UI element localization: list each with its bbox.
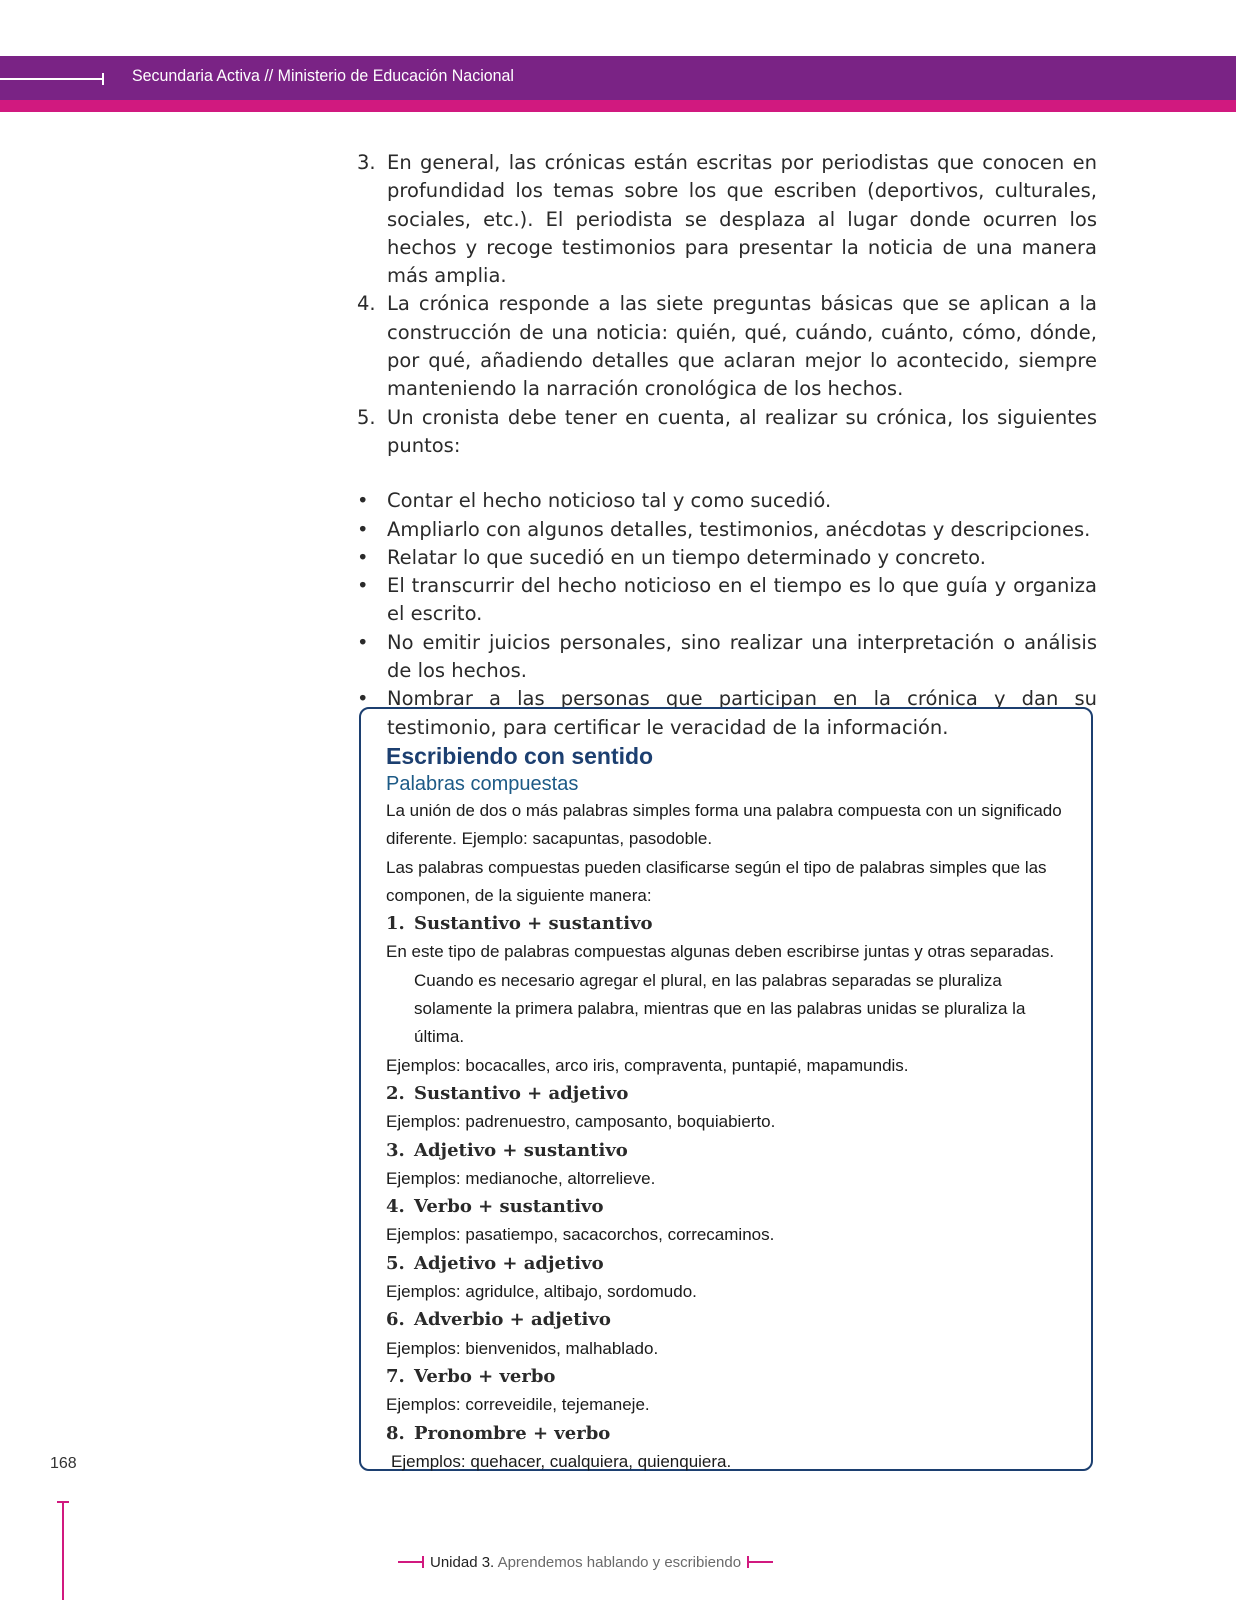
section-note: En este tipo de palabras compuestas algunas deben escribirse juntas y otras separadas. (386, 942, 1055, 962)
bullet-item: • Relatar lo que sucedió en un tiempo determinado y concreto. (357, 544, 1097, 572)
footer-rule-left (398, 1561, 422, 1563)
bullet-item: • No emitir juicios personales, sino realizar una interpretación o análisis de los hechos. (357, 630, 1097, 683)
bullet-icon: • (357, 545, 369, 569)
list-item: 3. En general, las crónicas están escritas por periodistas que conocen en profundidad los temas sobre los que escriben (deportivos, culturales, sociales, etc.). El periodista se desplaza al lugar donde ocurren los hechos y recoge testimonios para presentar la noticia de una manera más amplia. (357, 151, 1097, 288)
section-note: Cuando es necesario agregar el plural, en las palabras separadas se pluraliza solamente la primera palabra, mientras que en las palabras unidas se pluraliza la última. (414, 970, 1026, 1047)
section-heading: 8. Pronombre + verbo (386, 1422, 611, 1444)
box-intro: Las palabras compuestas pueden clasificarse según el tipo de palabras simples que las componen, de la siguiente manera: (386, 857, 1047, 905)
section-example: Ejemplos: pasatiempo, sacacorchos, correcaminos. (386, 1225, 775, 1245)
header-title: Secundaria Activa // Ministerio de Educación Nacional (132, 66, 514, 85)
bullet-item: • El transcurrir del hecho noticioso en el tiempo es lo que guía y organiza el escrito. (357, 574, 1097, 626)
list-item: 5. Un cronista debe tener en cuenta, al realizar su crónica, los siguientes puntos: (357, 405, 1097, 457)
info-box-content (386, 741, 1076, 1476)
header-accent-stripe (0, 100, 1236, 112)
section-heading: 2. Sustantivo + adjetivo (386, 1082, 629, 1104)
section-example: Ejemplos: quehacer, cualquiera, quienquiera. (391, 1451, 732, 1471)
box-title: Escribiendo con sentido (386, 743, 654, 769)
footer-unit: Unidad 3. (430, 1553, 495, 1571)
section-heading: 3. Adjetivo + sustantivo (386, 1139, 628, 1161)
page-number: 168 (50, 1455, 77, 1472)
header-rule (0, 78, 102, 80)
section-example: Ejemplos: bocacalles, arco iris, compraventa, puntapié, mapamundis. (386, 1055, 909, 1075)
list-item: 4. La crónica responde a las siete preguntas básicas que se aplican a la construcción de una noticia: quién, qué, cuándo, cuánto, cómo, dónde, por qué, añadiendo detalles que aclaran mejor lo acontecido, siempre manteniendo la narración cronológica de los hechos. (357, 292, 1097, 401)
footer-text (430, 1554, 741, 1571)
bullet-item: • Nombrar a las personas que participan en la crónica y dan su testimonio, para certificar le veracidad de la información. (357, 687, 1097, 739)
bullet-icon: • (357, 517, 369, 541)
section-example: Ejemplos: correveidile, tejemaneje. (386, 1395, 650, 1415)
box-intro: La unión de dos o más palabras simples forma una palabra compuesta con un significado diferente. Ejemplo: sacapuntas, pasodoble. (386, 801, 1062, 849)
section-heading: 4. Verbo + sustantivo (386, 1196, 604, 1218)
section-example: Ejemplos: medianoche, altorrelieve. (386, 1168, 656, 1188)
section-heading: 1. Sustantivo + sustantivo (386, 913, 653, 935)
bullet-list (357, 487, 1097, 742)
footer-title: Aprendemos hablando y escribiendo (497, 1553, 742, 1571)
margin-line (62, 1502, 64, 1600)
section-example: Ejemplos: bienvenidos, malhablado. (386, 1338, 659, 1358)
section-heading: 6. Adverbio + adjetivo (386, 1309, 611, 1331)
section-heading: 7. Verbo + verbo (386, 1365, 556, 1387)
section-example: Ejemplos: padrenuestro, camposanto, boquiabierto. (386, 1112, 776, 1132)
bullet-icon: • (357, 630, 369, 654)
header-rule-tick (102, 73, 104, 85)
main-text (357, 149, 1097, 742)
bullet-icon: • (357, 489, 369, 513)
footer-tick-left (422, 1556, 424, 1568)
section-example: Ejemplos: agridulce, altibajo, sordomudo. (386, 1282, 697, 1302)
bullet-icon: • (357, 574, 369, 598)
bullet-icon: • (357, 687, 369, 711)
bullet-item: • Ampliarlo con algunos detalles, testimonios, anécdotas y descripciones. (357, 516, 1097, 544)
footer (398, 1552, 773, 1572)
footer-rule-right (749, 1561, 773, 1563)
bullet-item: • Contar el hecho noticioso tal y como sucedió. (357, 487, 1097, 515)
box-subtitle: Palabras compuestas (386, 773, 579, 795)
numbered-list (357, 149, 1097, 460)
section-heading: 5. Adjetivo + adjetivo (386, 1252, 604, 1274)
